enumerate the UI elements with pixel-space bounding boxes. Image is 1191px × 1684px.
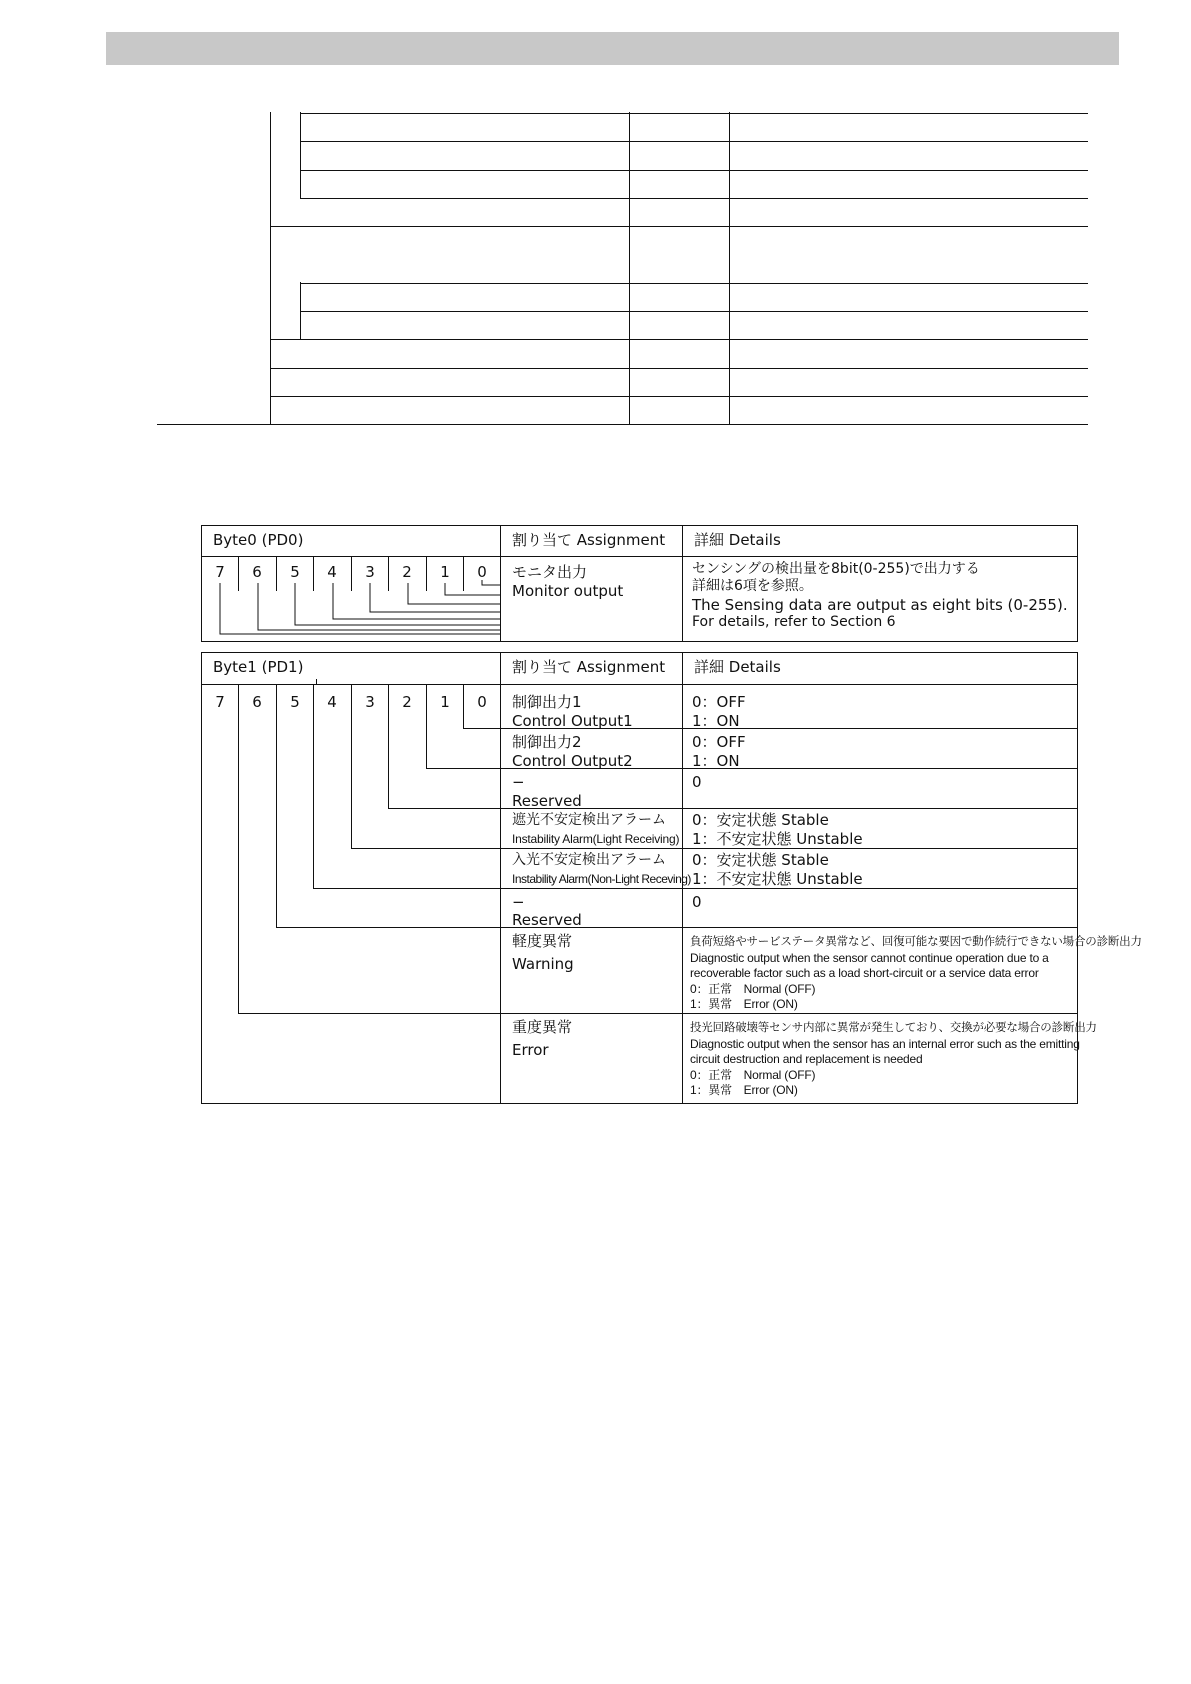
row-control-output2-en: Control Output2: [512, 752, 633, 770]
row-reserved-bit5-en: Reserved: [512, 911, 582, 929]
row-control-output2-ja: 制御出力2: [512, 733, 582, 751]
byte0-bit-7: 7: [215, 563, 225, 581]
row-warning-ja: 軽度異常: [512, 932, 573, 950]
byte0-assignment-en: Monitor output: [512, 582, 624, 600]
row-instability-nonlight-en: Instability Alarm(Non-Light Receving): [512, 872, 691, 886]
row-warning-en: Warning: [512, 955, 574, 973]
byte0-bit-3: 3: [365, 563, 375, 581]
byte0-bit-6: 6: [252, 563, 262, 581]
row-error-ja: 重度異常: [512, 1018, 573, 1036]
row-warning-detail-4: 0：正常 Normal (OFF): [690, 982, 816, 996]
row-instability-light-detail-1: 0：安定状態 Stable: [692, 811, 829, 829]
byte0-details-header: 詳細 Details: [694, 531, 781, 549]
byte1-bit-7: 7: [215, 693, 225, 711]
byte1-assignment-header: 割り当て Assignment: [512, 658, 666, 676]
row-warning-detail-5: 1：異常 Error (ON): [690, 997, 798, 1011]
row-instability-nonlight-ja: 入光不安定検出アラーム: [512, 852, 666, 868]
byte0-details-line-2: 詳細は6項を参照。: [692, 578, 813, 594]
row-error-detail-4: 0：正常 Normal (OFF): [690, 1068, 816, 1082]
byte0-bit-4: 4: [327, 563, 337, 581]
row-warning-detail-1: 負荷短絡やサービステータ異常など、回復可能な要因で動作続行できない場合の診断出力: [690, 936, 1142, 948]
row-error-detail-5: 1：異常 Error (ON): [690, 1083, 798, 1097]
row-instability-light-en: Instability Alarm(Light Receiving): [512, 832, 680, 846]
row-control-output2-detail-2: 1：ON: [692, 752, 740, 770]
row-reserved-bit2-en: Reserved: [512, 792, 582, 810]
byte1-bit-0: 0: [477, 693, 487, 711]
byte1-bit-2: 2: [402, 693, 412, 711]
byte0-details-line-3: The Sensing data are output as eight bits (0-255).: [692, 596, 1068, 614]
row-control-output1-detail-1: 0：OFF: [692, 693, 746, 711]
row-error-detail-3: circuit destruction and replacement is needed: [690, 1052, 923, 1066]
row-instability-light-ja: 遮光不安定検出アラーム: [512, 812, 666, 828]
row-control-output2-detail-1: 0：OFF: [692, 733, 746, 751]
row-control-output1-detail-2: 1：ON: [692, 712, 740, 730]
row-warning-detail-3: recoverable factor such as a load short-circuit or a service data error: [690, 966, 1039, 980]
byte0-details-line-4: For details, refer to Section 6: [692, 614, 896, 630]
row-instability-nonlight-detail-2: 1：不安定状態 Unstable: [692, 870, 863, 888]
byte0-header: Byte0 (PD0): [213, 531, 304, 549]
row-reserved-bit2-ja: −: [512, 773, 525, 791]
byte1-header: Byte1 (PD1): [213, 658, 304, 676]
row-reserved-bit5-detail: 0: [692, 893, 702, 911]
byte0-bit-5: 5: [290, 563, 300, 581]
row-control-output1-en: Control Output1: [512, 712, 633, 730]
row-error-detail-2: Diagnostic output when the sensor has an internal error such as the emitting: [690, 1037, 1080, 1051]
row-instability-light-detail-2: 1：不安定状態 Unstable: [692, 830, 863, 848]
row-warning-detail-2: Diagnostic output when the sensor cannot continue operation due to a: [690, 951, 1049, 965]
byte1-bit-4: 4: [327, 693, 337, 711]
row-instability-nonlight-detail-1: 0：安定状態 Stable: [692, 851, 829, 869]
byte0-bit-2: 2: [402, 563, 412, 581]
byte0-assignment-header: 割り当て Assignment: [512, 531, 666, 549]
byte1-details-header: 詳細 Details: [694, 658, 781, 676]
byte0-details-line-1: センシングの検出量を8bit(0-255)で出力する: [692, 561, 980, 577]
row-error-en: Error: [512, 1041, 549, 1059]
byte1-bit-5: 5: [290, 693, 300, 711]
byte1-bit-1: 1: [440, 693, 450, 711]
row-error-detail-1: 投光回路破壊等センサ内部に異常が発生しており、交換が必要な場合の診断出力: [690, 1022, 1097, 1034]
byte1-bit-3: 3: [365, 693, 375, 711]
row-reserved-bit5-ja: −: [512, 893, 525, 911]
row-control-output1-ja: 制御出力1: [512, 693, 582, 711]
row-reserved-bit2-detail: 0: [692, 773, 702, 791]
byte0-bit-1: 1: [440, 563, 450, 581]
byte1-bit-6: 6: [252, 693, 262, 711]
byte0-bit-0: 0: [477, 563, 487, 581]
byte0-assignment-ja: モニタ出力: [512, 563, 588, 581]
